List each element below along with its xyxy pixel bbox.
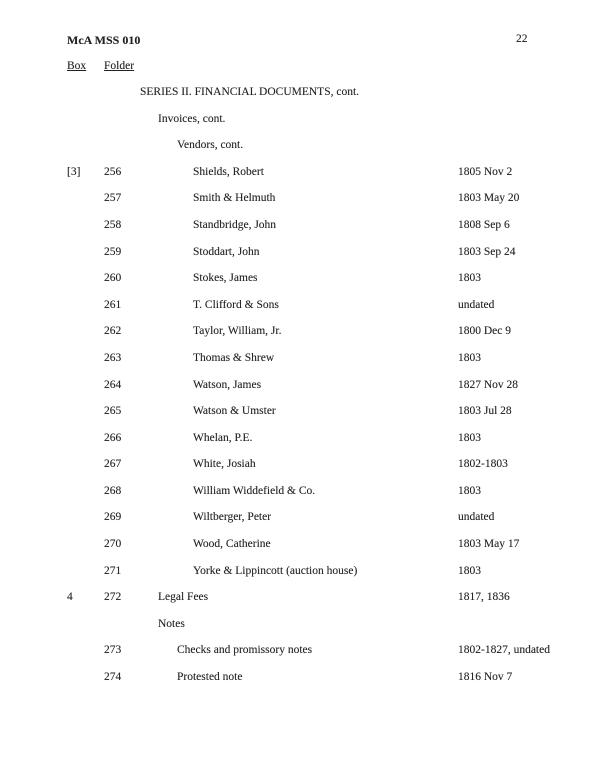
date-cell: 1802-1803 (458, 458, 508, 471)
folder-cell: 265 (104, 405, 122, 418)
column-header-row (0, 60, 600, 87)
table-row (0, 591, 600, 618)
title-cell: Thomas & Shrew (193, 351, 275, 364)
series-heading: SERIES II. FINANCIAL DOCUMENTS, cont. (140, 86, 360, 99)
date-cell: 1803 May 20 (458, 192, 520, 205)
page-header (0, 33, 600, 60)
date-cell: undated (458, 511, 495, 524)
title-cell: Notes (158, 617, 185, 630)
title-cell: Smith & Helmuth (193, 192, 276, 205)
date-cell: 1800 Dec 9 (458, 325, 512, 338)
title-cell: Stoddart, John (193, 245, 260, 258)
folder-cell: 264 (104, 378, 122, 391)
folder-cell: 256 (104, 165, 122, 178)
folder-cell: 261 (104, 298, 122, 311)
table-row (0, 352, 600, 379)
folder-cell: 274 (104, 670, 122, 683)
date-cell: 1803 (458, 431, 481, 444)
date-cell: 1808 Sep 6 (458, 219, 510, 232)
folder-cell: 271 (104, 564, 122, 577)
table-row (0, 511, 600, 538)
folder-cell: 259 (104, 245, 122, 258)
folder-cell: 269 (104, 511, 122, 524)
table-row (0, 299, 600, 326)
date-cell: 1827 Nov 28 (458, 378, 519, 391)
title-cell: William Widdefield & Co. (193, 484, 316, 497)
date-cell: undated (458, 298, 495, 311)
table-row (0, 458, 600, 485)
table-row (0, 405, 600, 432)
title-cell: Whelan, P.E. (193, 431, 253, 444)
folder-cell: 272 (104, 591, 122, 604)
title-cell: T. Clifford & Sons (193, 298, 279, 311)
table-row (0, 246, 600, 273)
table-row (0, 565, 600, 592)
column-header-box: Box (67, 59, 87, 72)
title-cell: Stokes, James (193, 272, 258, 285)
series-heading-row (0, 86, 600, 113)
table-row (0, 485, 600, 512)
folder-cell: 260 (104, 272, 122, 285)
table-row (0, 538, 600, 565)
folder-cell: 266 (104, 431, 122, 444)
folder-cell: 262 (104, 325, 122, 338)
folder-cell: 270 (104, 537, 122, 550)
date-cell: 1803 (458, 484, 481, 497)
title-cell: Wiltberger, Peter (193, 511, 272, 524)
table-row (0, 219, 600, 246)
box-cell: 4 (67, 591, 73, 604)
subseries-heading: Invoices, cont. (158, 112, 226, 125)
page-number: 22 (516, 33, 528, 45)
folder-cell: 268 (104, 484, 122, 497)
date-cell: 1803 (458, 272, 481, 285)
title-cell: Standbridge, John (193, 219, 277, 232)
date-cell: 1803 Sep 24 (458, 245, 516, 258)
folder-cell: 257 (104, 192, 122, 205)
table-row (0, 325, 600, 352)
table-row (0, 618, 600, 645)
title-cell: Legal Fees (158, 591, 209, 604)
title-cell: Checks and promissory notes (177, 644, 313, 657)
collection-id: McA MSS 010 (67, 33, 141, 47)
date-cell: 1803 May 17 (458, 537, 520, 550)
column-header-folder: Folder (104, 59, 135, 72)
table-row (0, 166, 600, 193)
subseries-heading-row (0, 113, 600, 140)
table-row (0, 379, 600, 406)
date-cell: 1817, 1836 (458, 591, 510, 604)
table-row (0, 272, 600, 299)
folder-cell: 273 (104, 644, 122, 657)
title-cell: Watson, James (193, 378, 262, 391)
title-cell: Taylor, William, Jr. (193, 325, 282, 338)
title-cell: White, Josiah (193, 458, 256, 471)
folder-cell: 258 (104, 219, 122, 232)
box-cell: [3] (67, 165, 81, 178)
subsubseries-heading: Vendors, cont. (177, 139, 244, 152)
page-content (0, 33, 600, 697)
title-cell: Wood, Catherine (193, 537, 271, 550)
table-row (0, 192, 600, 219)
date-cell: 1805 Nov 2 (458, 165, 513, 178)
folder-cell: 267 (104, 458, 122, 471)
date-cell: 1802-1827, undated (458, 644, 550, 657)
title-cell: Watson & Umster (193, 405, 276, 418)
table-row (0, 644, 600, 671)
subsubseries-heading-row (0, 139, 600, 166)
title-cell: Shields, Robert (193, 165, 264, 178)
date-cell: 1803 (458, 351, 481, 364)
title-cell: Protested note (177, 670, 243, 683)
date-cell: 1816 Nov 7 (458, 670, 513, 683)
folder-cell: 263 (104, 351, 122, 364)
date-cell: 1803 (458, 564, 481, 577)
table-row (0, 671, 600, 698)
table-row (0, 432, 600, 459)
date-cell: 1803 Jul 28 (458, 405, 512, 418)
title-cell: Yorke & Lippincott (auction house) (193, 564, 358, 577)
